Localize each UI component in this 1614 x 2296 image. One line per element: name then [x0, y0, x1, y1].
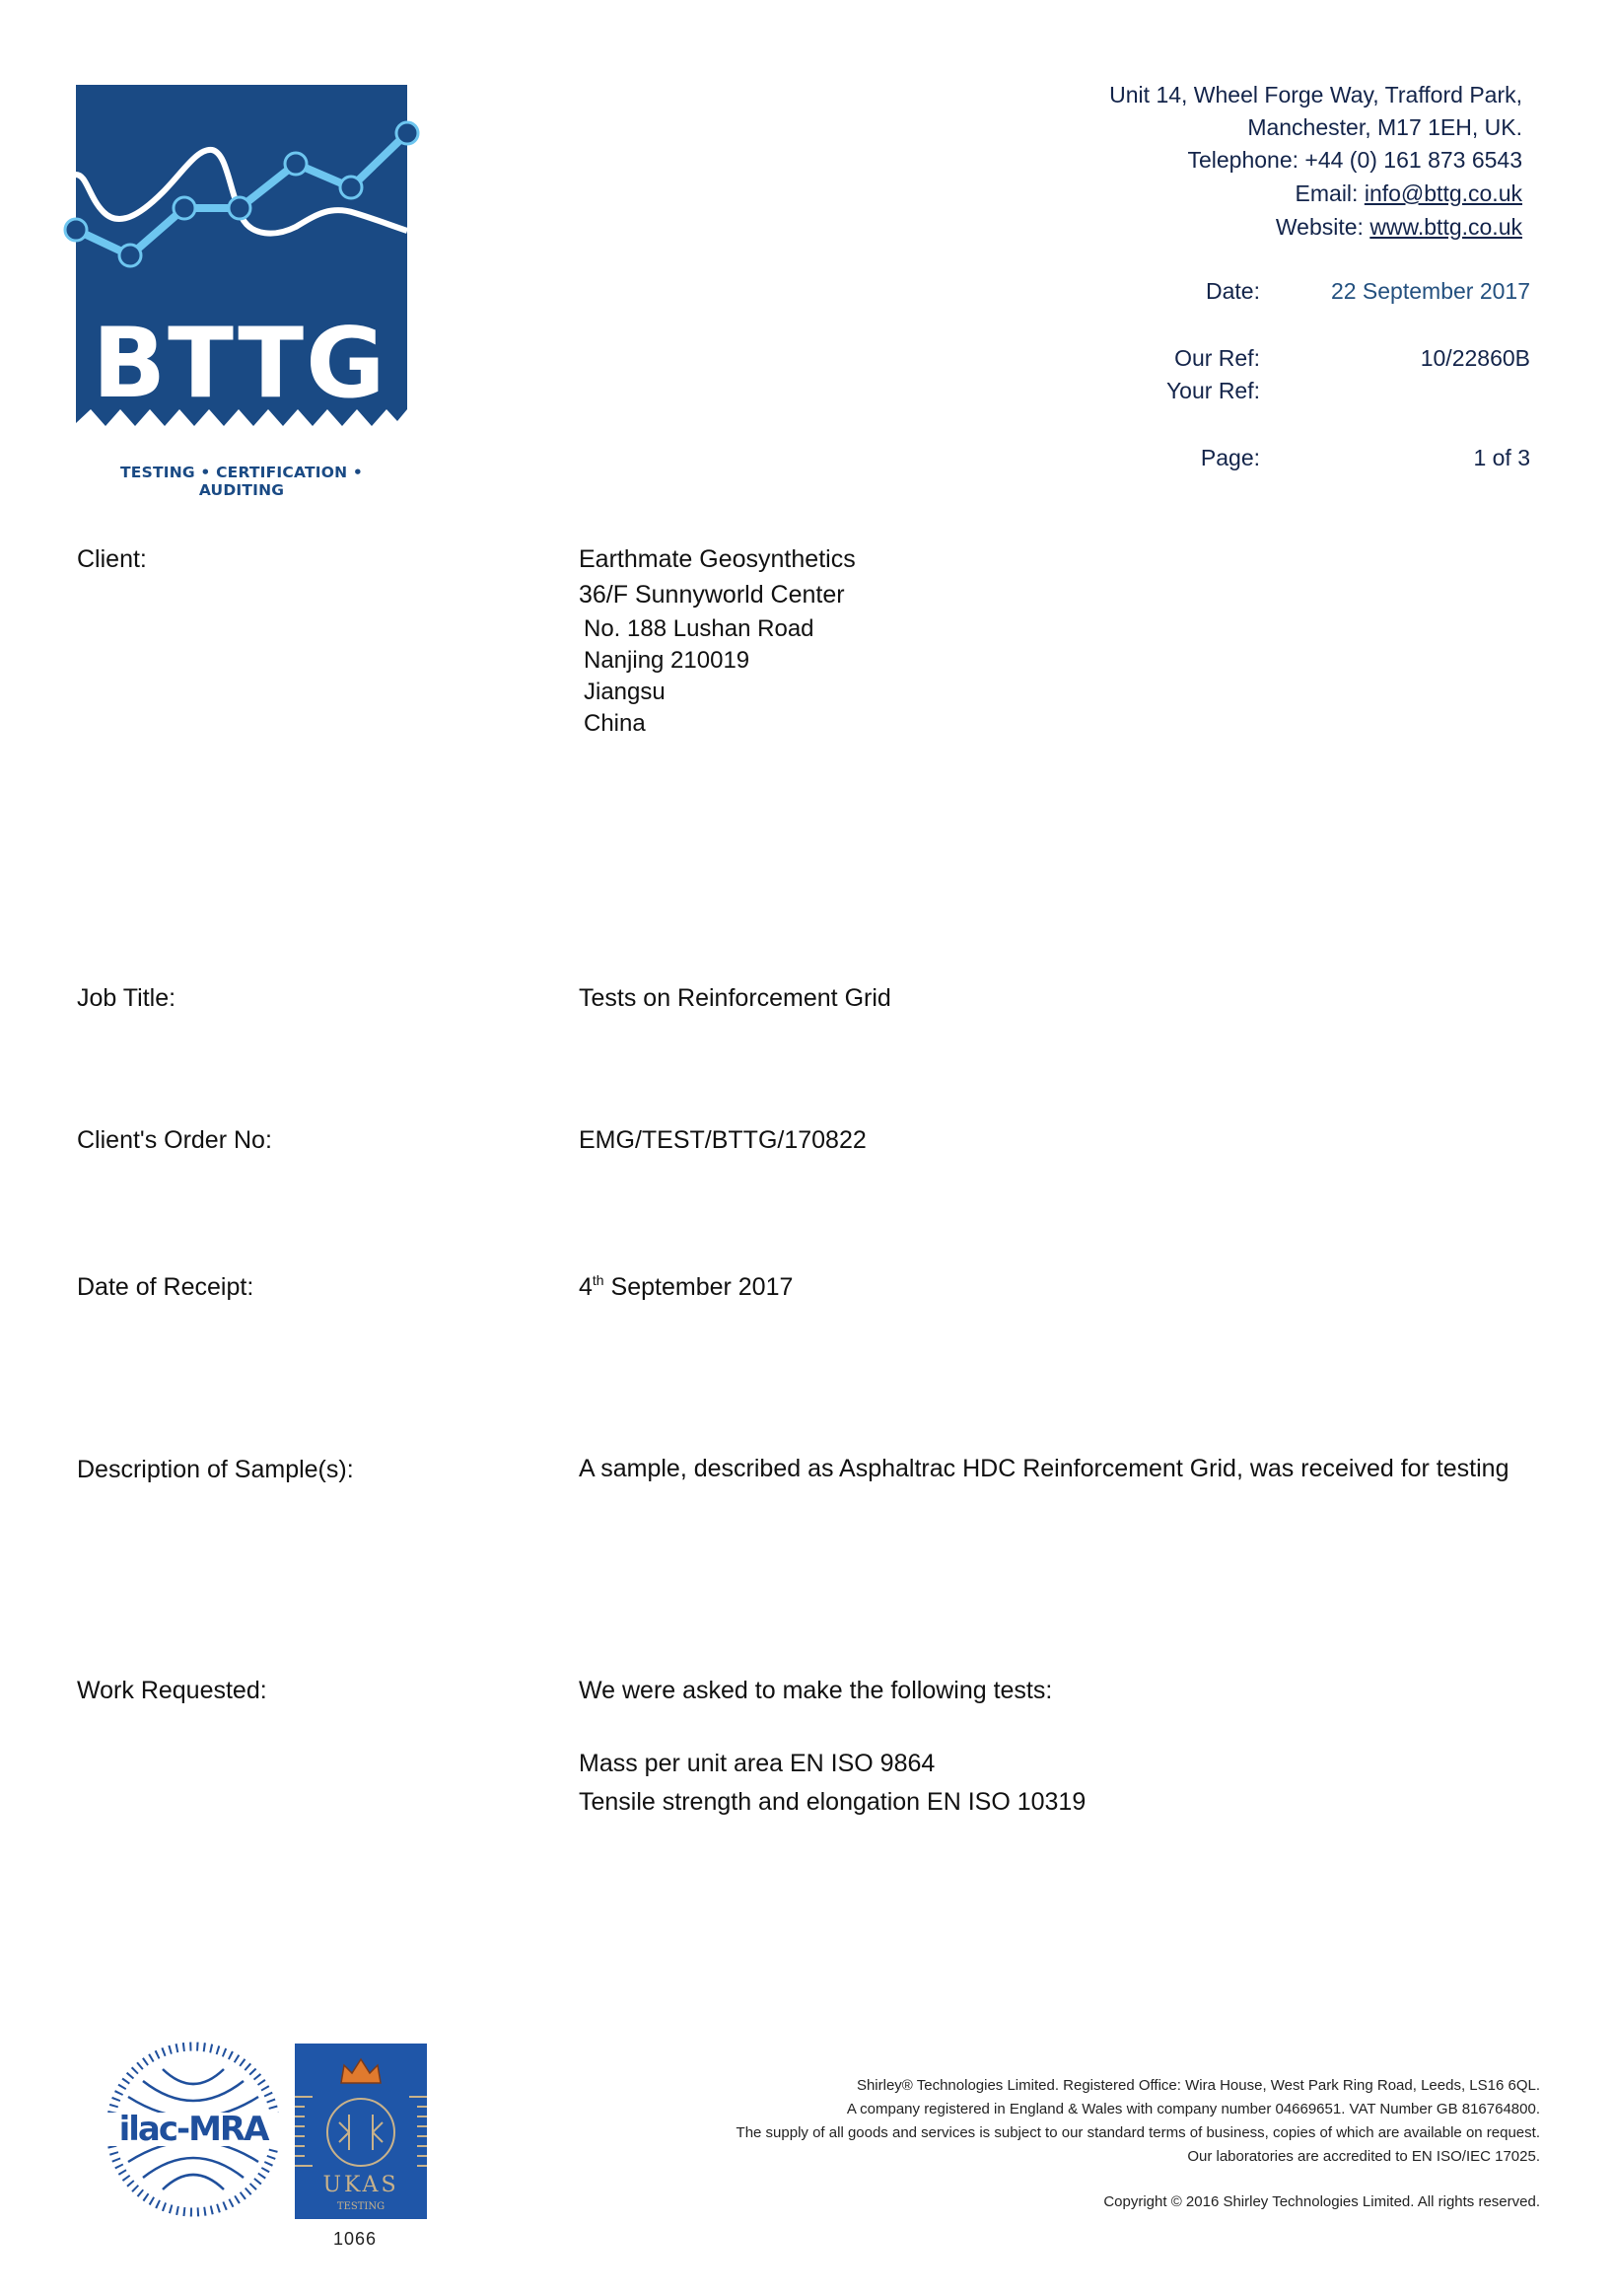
footer-legal-line: Our laboratories are accredited to EN ISO/IEC 17025. [1187, 2148, 1540, 2165]
description-value: A sample, described as Asphaltrac HDC Reinforcement Grid, was received for testing [579, 1455, 1509, 1482]
receipt-day-suffix: th [592, 1272, 604, 1288]
page-value: 1 of 3 [1473, 445, 1530, 470]
svg-text:ilac-MRA: ilac-MRA [118, 2110, 268, 2149]
job-title-value: Tests on Reinforcement Grid [579, 984, 891, 1012]
ilac-mra-logo [104, 2040, 283, 2219]
company-telephone: Telephone: +44 (0) 161 873 6543 [1187, 147, 1522, 173]
svg-text:UKAS: UKAS [322, 2173, 399, 2197]
receipt-month-year: September 2017 [603, 1273, 794, 1301]
date-of-receipt-value [579, 1273, 793, 1302]
our-ref-label: Our Ref: [1174, 345, 1260, 371]
company-email [1296, 178, 1522, 210]
order-no-value: EMG/TEST/BTTG/170822 [579, 1126, 867, 1154]
bttg-logo [59, 79, 434, 493]
client-address-line: Nanjing 210019 [584, 647, 750, 674]
test-item: Tensile strength and elongation EN ISO 10319 [579, 1788, 1087, 1816]
client-address-line: Jiangsu [584, 679, 666, 705]
ukas-accreditation-number: 1066 [333, 2229, 378, 2249]
ukas-testing-logo [295, 2044, 427, 2219]
client-address-line: No. 188 Lushan Road [584, 615, 814, 642]
client-address-line: China [584, 710, 646, 737]
work-requested-label: Work Requested: [77, 1677, 267, 1704]
email-label: Email: [1295, 180, 1365, 206]
date-value: 22 September 2017 [1330, 278, 1530, 304]
footer-legal-line: The supply of all goods and services is subject to our standard terms of business, copies of which are available on request. [736, 2124, 1540, 2141]
svg-text:BTTG: BTTG [92, 308, 387, 420]
date-label: Date: [1206, 278, 1260, 304]
date-of-receipt-label: Date of Receipt: [77, 1273, 254, 1301]
receipt-day: 4 [579, 1273, 593, 1301]
description-label: Description of Sample(s): [77, 1456, 354, 1483]
email-link[interactable]: info@bttg.co.uk [1364, 180, 1522, 206]
svg-text:TESTING: TESTING [336, 2201, 386, 2212]
website-link[interactable]: www.bttg.co.uk [1369, 214, 1522, 240]
company-website [1276, 211, 1522, 244]
your-ref-label: Your Ref: [1165, 378, 1260, 403]
order-no-label: Client's Order No: [77, 1126, 272, 1154]
website-label: Website: [1275, 214, 1370, 240]
footer-legal-line: A company registered in England & Wales with company number 04669651. VAT Number GB 816764800. [846, 2101, 1540, 2117]
job-title-label: Job Title: [77, 984, 176, 1012]
client-address-line: 36/F Sunnyworld Center [579, 581, 845, 609]
footer-copyright: Copyright © 2016 Shirley Technologies Limited. All rights reserved. [1103, 2193, 1540, 2210]
footer-legal-line: Shirley® Technologies Limited. Registered Office: Wira House, West Park Ring Road, Leeds, LS16 6QL. [856, 2077, 1540, 2094]
page-label: Page: [1200, 445, 1260, 470]
client-name: Earthmate Geosynthetics [579, 545, 856, 573]
work-requested-intro: We were asked to make the following tests: [579, 1677, 1053, 1704]
company-address-line2: Manchester, M17 1EH, UK. [1247, 114, 1522, 140]
company-address-line1: Unit 14, Wheel Forge Way, Trafford Park, [1109, 82, 1522, 108]
test-item: Mass per unit area EN ISO 9864 [579, 1750, 936, 1777]
client-label: Client: [77, 545, 147, 573]
logo-tagline: TESTING • CERTIFICATION • AUDITING [120, 464, 363, 499]
our-ref-value: 10/22860B [1420, 345, 1530, 371]
